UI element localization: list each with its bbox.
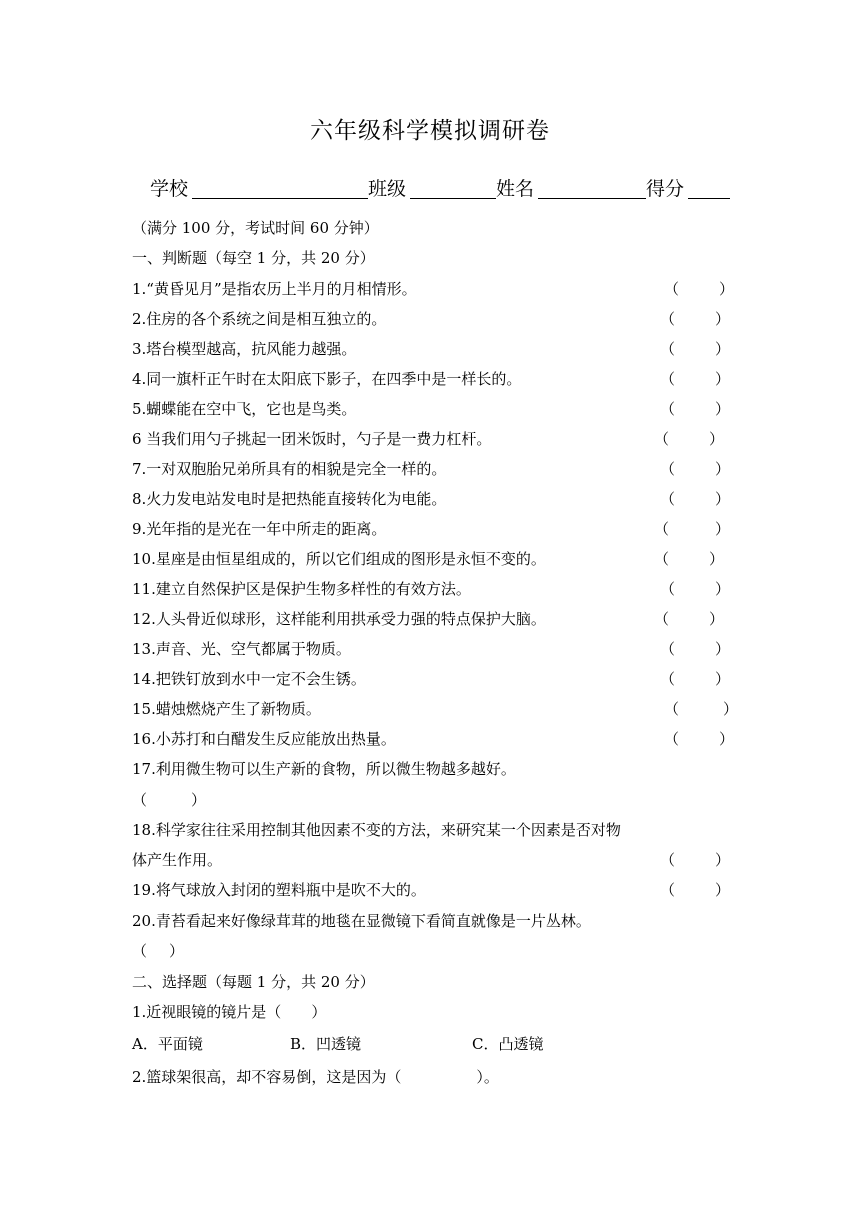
judge-item-6: 6 当我们用勺子挑起一团米饭时，勺子是一费力杠杆。 [132, 430, 492, 448]
answer-paren-9: （ ） [654, 520, 731, 538]
name-label: 姓名 [496, 178, 535, 200]
answer-paren-12: （ ） [654, 610, 725, 628]
option-a: A．平面镜 [132, 1035, 203, 1053]
judge-item-17: 17.利用微生物可以生产新的食物，所以微生物越多越好。 [132, 760, 516, 778]
answer-paren-18: （ ） [660, 851, 731, 869]
answer-paren-2: （ ） [660, 310, 731, 328]
exam-note: （满分 100 分，考试时间 60 分钟） [132, 219, 379, 237]
class-label: 班级 [368, 178, 407, 200]
judge-item-3: 3.塔台模型越高，抗风能力越强。 [132, 340, 357, 358]
answer-paren-6: （ ） [654, 430, 725, 448]
option-c: C．凸透镜 [472, 1035, 544, 1053]
name-blank [538, 198, 646, 199]
school-label: 学校 [150, 178, 189, 200]
choice-question-1: 1.近视眼镜的镜片是（ ） [132, 1003, 327, 1021]
answer-paren-17: （ ） [132, 791, 207, 809]
student-info-line [150, 174, 740, 204]
answer-paren-10: （ ） [654, 550, 725, 568]
answer-paren-15: （ ） [664, 700, 739, 718]
section1-heading: 一、判断题（每空 1 分，共 20 分） [132, 249, 375, 267]
answer-paren-16: （ ） [664, 730, 735, 748]
answer-paren-1: （ ） [664, 280, 735, 298]
section2-heading: 二、选择题（每题 1 分，共 20 分） [132, 973, 375, 991]
judge-item-14: 14.把铁钉放到水中一定不会生锈。 [132, 670, 366, 688]
option-b: B．凹透镜 [290, 1035, 362, 1053]
answer-paren-8: （ ） [660, 490, 731, 508]
judge-item-19: 19.将气球放入封闭的塑料瓶中是吹不大的。 [132, 881, 426, 899]
answer-paren-11: （ ） [660, 580, 731, 598]
judge-item-8: 8.火力发电站发电时是把热能直接转化为电能。 [132, 490, 447, 508]
judge-item-18-cont: 体产生作用。 [132, 851, 223, 869]
judge-item-2: 2.住房的各个系统之间是相互独立的。 [132, 310, 387, 328]
answer-paren-13: （ ） [660, 640, 731, 658]
answer-paren-14: （ ） [660, 670, 731, 688]
judge-item-16: 16.小苏打和白醋发生反应能放出热量。 [132, 730, 396, 748]
judge-item-9: 9.光年指的是光在一年中所走的距离。 [132, 520, 387, 538]
answer-paren-3: （ ） [660, 340, 731, 358]
judge-item-12: 12.人头骨近似球形，这样能利用拱承受力强的特点保护大脑。 [132, 610, 546, 628]
judge-item-13: 13.声音、光、空气都属于物质。 [132, 640, 351, 658]
score-label: 得分 [646, 178, 685, 200]
answer-paren-20: （ ） [132, 942, 185, 960]
judge-item-1: 1.“黄昏见月”是指农历上半月的月相情形。 [132, 280, 417, 298]
judge-item-7: 7.一对双胞胎兄弟所具有的相貌是完全一样的。 [132, 460, 447, 478]
score-blank [688, 198, 730, 199]
class-blank [410, 198, 496, 199]
school-blank [192, 198, 368, 199]
judge-item-11: 11.建立自然保护区是保护生物多样性的有效方法。 [132, 580, 471, 598]
answer-paren-4: （ ） [660, 370, 731, 388]
answer-paren-19: （ ） [660, 881, 731, 899]
judge-item-10: 10.星座是由恒星组成的，所以它们组成的图形是永恒不变的。 [132, 550, 546, 568]
answer-paren-7: （ ） [660, 460, 731, 478]
judge-item-5: 5.蝴蝶能在空中飞，它也是鸟类。 [132, 400, 357, 418]
answer-paren-5: （ ） [660, 400, 731, 418]
judge-item-18: 18.科学家往往采用控制其他因素不变的方法，来研究某一个因素是否对物 [132, 821, 621, 839]
exam-title: 六年级科学模拟调研卷 [310, 118, 550, 144]
judge-item-15: 15.蜡烛燃烧产生了新物质。 [132, 700, 321, 718]
judge-item-4: 4.同一旗杆正午时在太阳底下影子，在四季中是一样长的。 [132, 370, 522, 388]
judge-item-20: 20.青苔看起来好像绿茸茸的地毯在显微镜下看简直就像是一片丛林。 [132, 912, 591, 930]
choice-question-2: 2.篮球架很高，却不容易倒，这是因为（ ）。 [132, 1068, 499, 1086]
